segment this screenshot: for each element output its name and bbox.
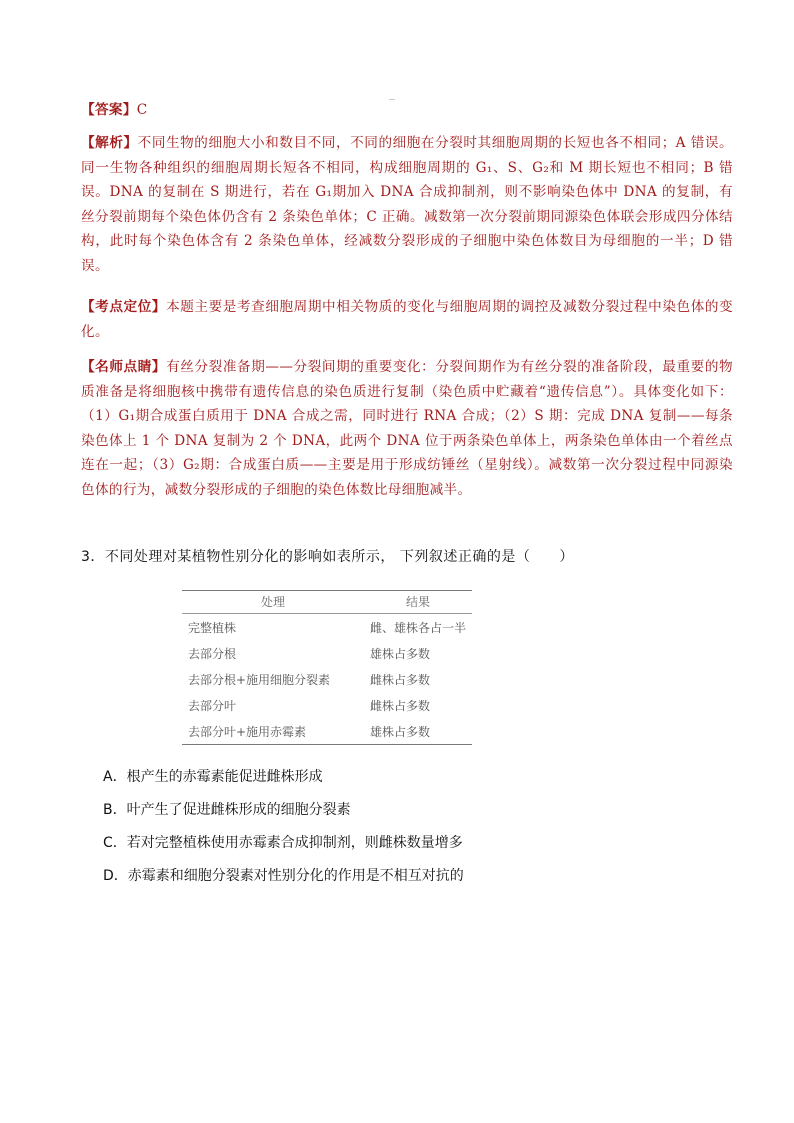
question-stem: 3．不同处理对某植物性别分化的影响如表所示， 下列叙述正确的是（ ） bbox=[81, 549, 574, 565]
table-row bbox=[182, 666, 472, 692]
table-cell-treatment: 去部分根 bbox=[188, 646, 237, 661]
option-a: A．根产生的赤霉素能促进雌株形成 bbox=[103, 769, 323, 785]
table-cell-result: 雄株占多数 bbox=[364, 718, 472, 745]
table-cell-treatment: 完整植株 bbox=[188, 620, 237, 635]
table-row bbox=[182, 640, 472, 666]
kaodian-tag: 【考点定位】 bbox=[81, 299, 167, 315]
table-cell-treatment: 去部分叶+施用赤霉素 bbox=[182, 718, 364, 745]
treatment-table bbox=[182, 590, 472, 745]
table-row bbox=[182, 692, 472, 718]
analysis-text: 不同生物的细胞大小和数目不同，不同的细胞在分裂时其细胞周期的长短也各不相同；A 错误。同一生物各种组织的细胞周期长短各不相同，构成细胞周期的 G₁、S、G₂和 M 期长短也不相同；B 错误。DNA 的复制在 S 期进行，若在 G₁期加入 DNA 合成抑制剂，则不影响染色体中 DNA 的复制，有丝分裂前期每个染色体仍含有 2 条染色单体；C 正确。减数第一次分裂前期同源染色体联会形成四分体结构，此时每个染色体含有 2 条染色单体，经减数分裂形成的子细胞中染色体数目为母细胞的一半；D 错误。 bbox=[81, 135, 733, 274]
table-row bbox=[182, 718, 472, 745]
option-c: C．若对完整植株使用赤霉素合成抑制剂，则雌株数量增多 bbox=[103, 835, 463, 851]
answer-options bbox=[103, 765, 464, 897]
answer-text: C bbox=[136, 102, 148, 118]
table-cell-treatment: 去部分叶 bbox=[188, 698, 237, 713]
option-b: B．叶产生了促进雌株形成的细胞分裂素 bbox=[103, 802, 351, 818]
table-row bbox=[182, 614, 472, 641]
mingshi-text: 有丝分裂准备期——分裂间期的重要变化：分裂间期作为有丝分裂的准备阶段，最重要的物质准备是将细胞核中携带有遗传信息的染色质进行复制（染色质中贮藏着“遗传信息”）。具体变化如下：（1）G₁期合成蛋白质用于 DNA 合成之需，同时进行 RNA 合成；（2）S 期：完成 DNA 复制——每条染色体上 1 个 DNA 复制为 2 个 DNA，此两个 DNA 位于两条染色单体上，两条染色单体由一个着丝点连在一起；（3）G₂期：合成蛋白质——主要是用于形成纺锤丝（星射线）。减数第一次分裂过程中同源染色体的行为，减数分裂形成的子细胞的染色体数比母细胞减半。 bbox=[81, 359, 733, 498]
table-cell-result: 雌株占多数 bbox=[370, 698, 431, 713]
answer-tag: 【答案】 bbox=[81, 102, 137, 118]
header-treatment: 处理 bbox=[182, 591, 364, 614]
table-cell-result: 雌、雄株各占一半 bbox=[370, 620, 467, 635]
table-cell-result: 雄株占多数 bbox=[370, 646, 431, 661]
table-cell-result: 雌株占多数 bbox=[370, 672, 431, 687]
header-result: 结果 bbox=[364, 591, 472, 614]
kaodian-section bbox=[81, 295, 733, 344]
table-cell-treatment: 去部分根+施用细胞分裂素 bbox=[188, 672, 331, 687]
mingshi-tag: 【名师点睛】 bbox=[81, 359, 167, 375]
analysis-tag: 【解析】 bbox=[81, 135, 138, 151]
answer-section bbox=[81, 98, 733, 123]
kaodian-text: 本题主要是考查细胞周期中相关物质的变化与细胞周期的调控及减数分裂过程中染色体的变化。 bbox=[81, 299, 733, 340]
analysis-section bbox=[81, 131, 733, 278]
mingshi-section bbox=[81, 355, 733, 502]
option-d: D．赤霉素和细胞分裂素对性别分化的作用是不相互对抗的 bbox=[103, 868, 464, 884]
table-header-row bbox=[182, 591, 472, 614]
